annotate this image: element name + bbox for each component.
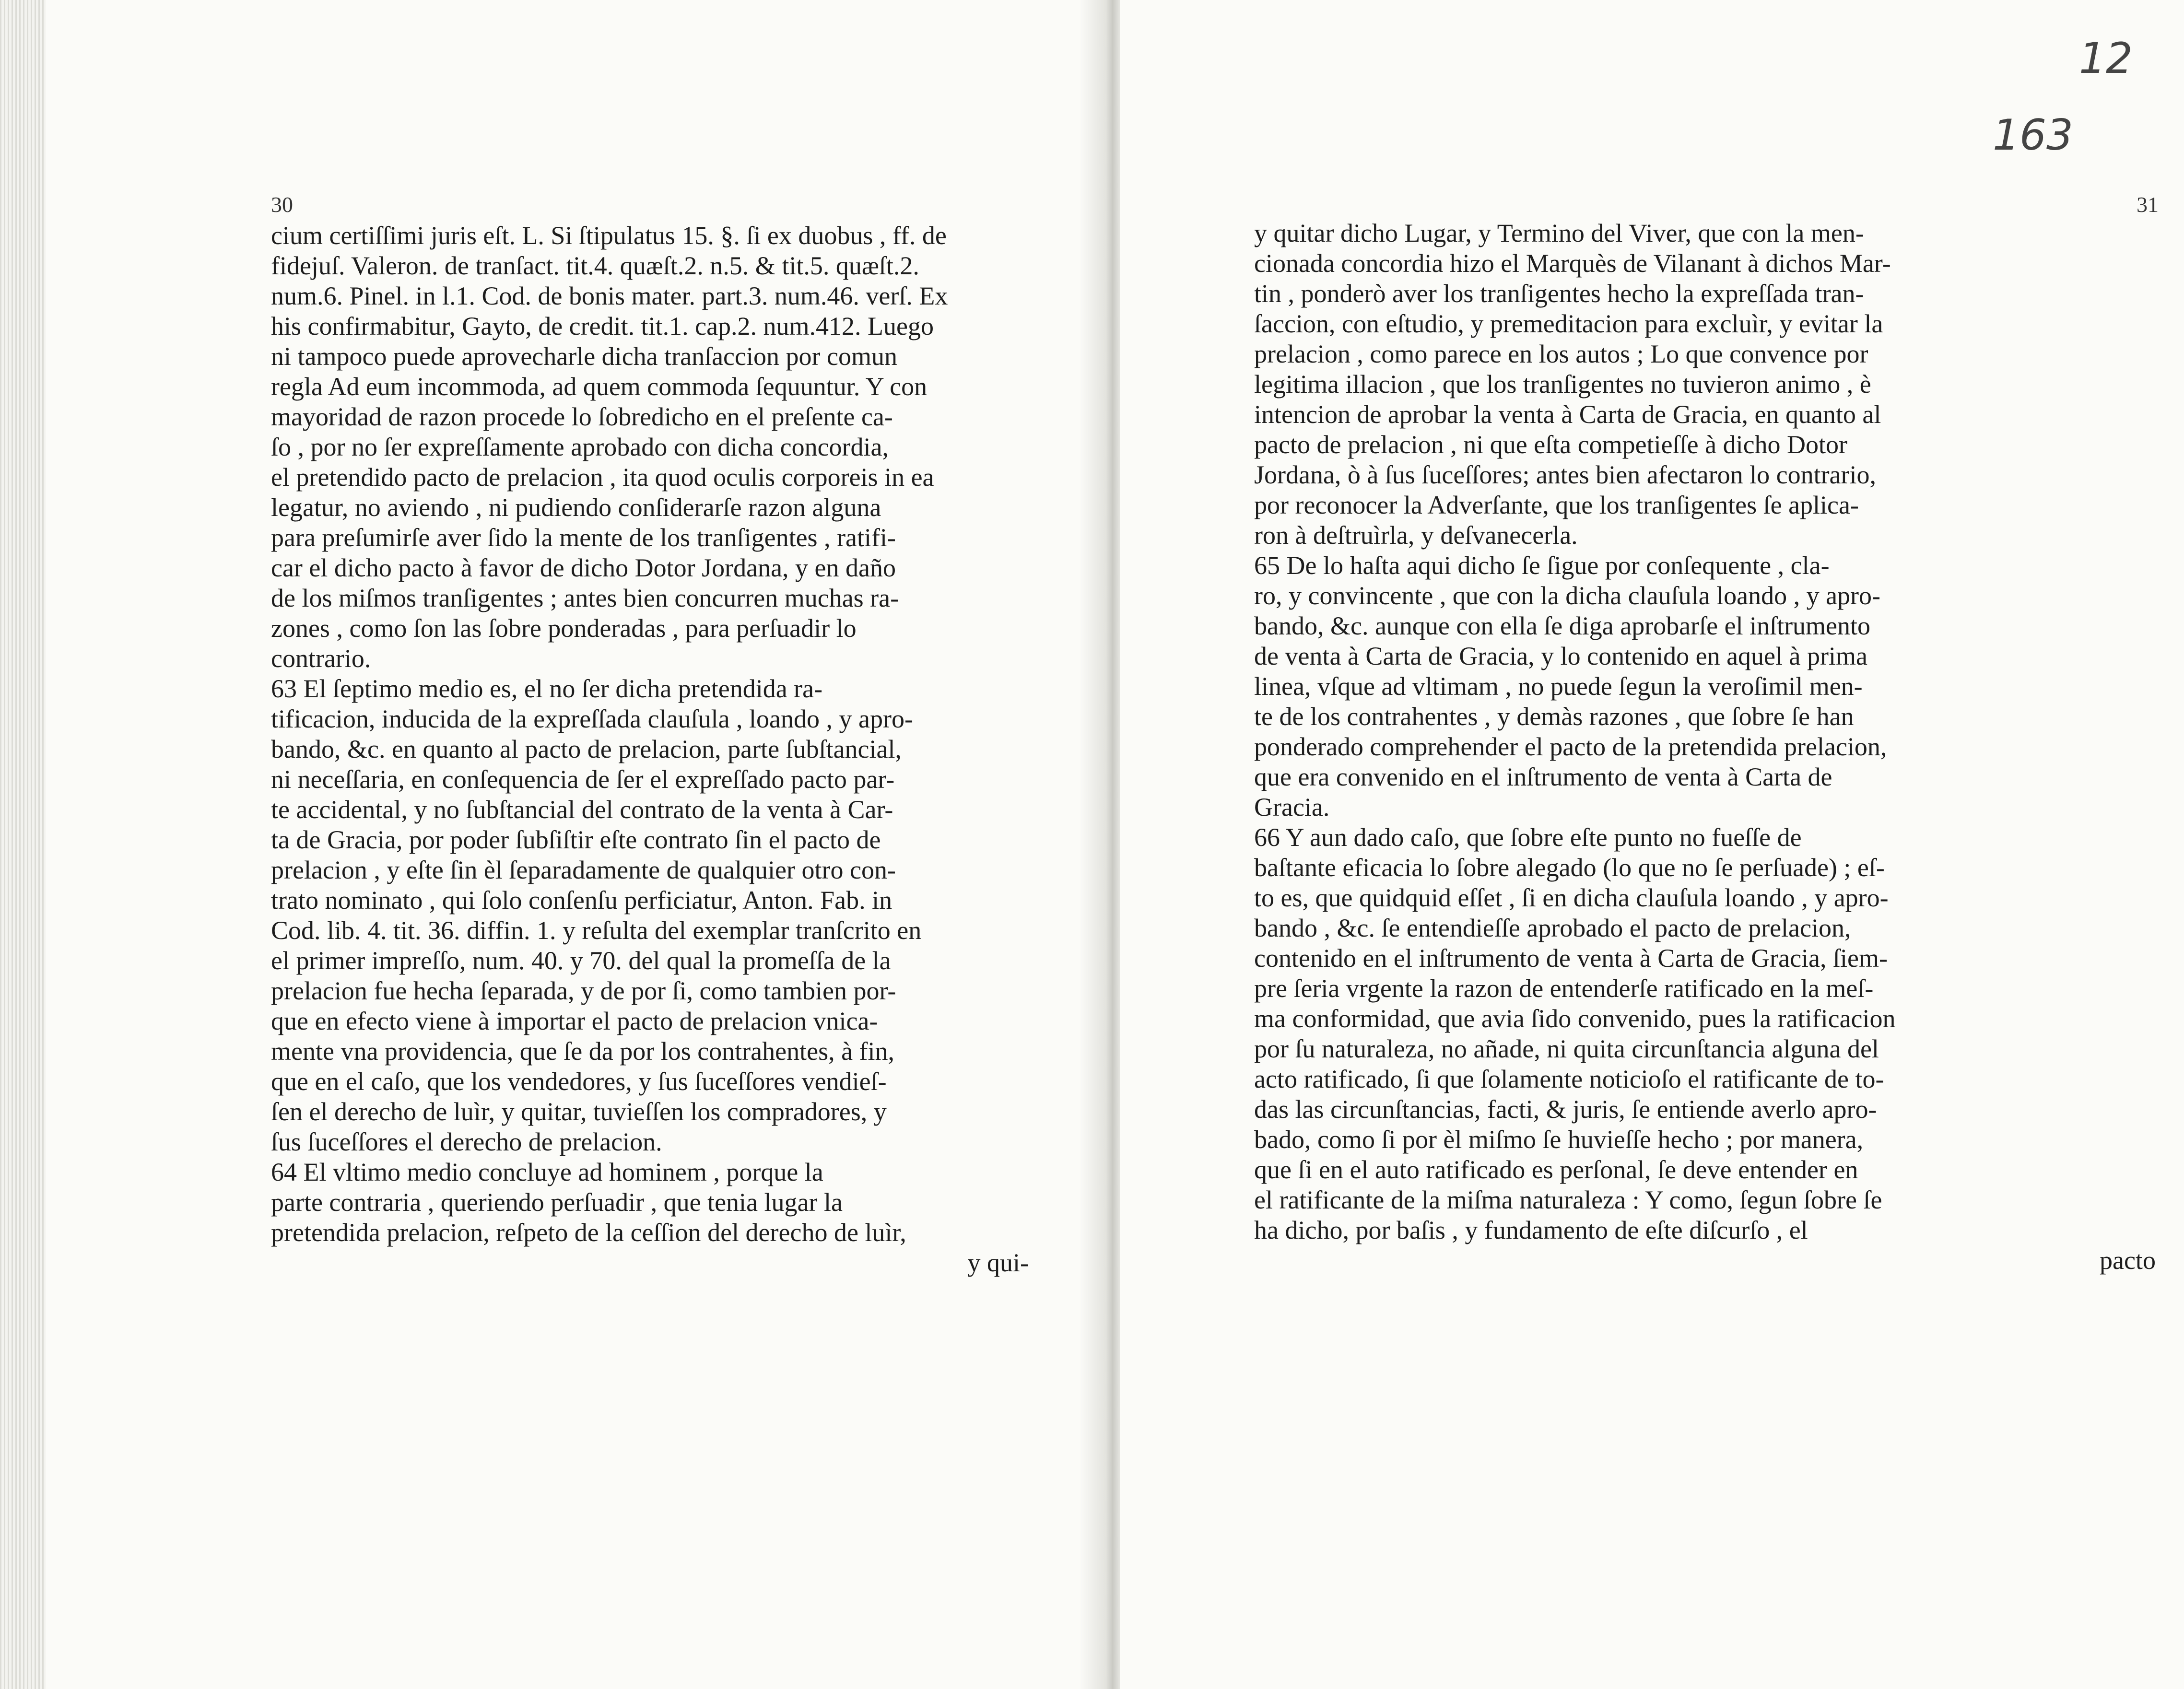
text-line: de los miſmos tranſigentes ; antes bien concurren muchas ra-	[271, 584, 899, 612]
text-line: ni tampoco puede aprovecharle dicha tranſaccion por comun	[271, 342, 897, 371]
text-line: ſus ſuceſſores el derecho de prelacion.	[271, 1127, 662, 1156]
text-line: legitima illacion , que los tranſigentes no tuvieron animo , è	[1254, 370, 1871, 399]
text-line: por reconocer la Adverſante, que los tranſigentes ſe aplica-	[1254, 491, 1859, 519]
text-line: que ſi en el auto ratificado es perſonal, ſe deve entender en	[1254, 1155, 1858, 1184]
text-line: bando , &c. ſe entendieſſe aprobado el pacto de prelacion,	[1254, 914, 1851, 942]
text-line: el primer impreſſo, num. 40. y 70. del qual la promeſſa de la	[271, 946, 891, 975]
right-page	[1120, 0, 2184, 1689]
text-line: acto ratificado, ſi que ſolamente noticioſo el ratificante de to-	[1254, 1065, 1884, 1093]
text-line: das las circunſtancias, facti, & juris, ſe entiende averlo apro-	[1254, 1095, 1877, 1124]
text-line: y quitar dicho Lugar, y Termino del Viver, que con la men-	[1254, 219, 1864, 247]
text-line: fidejuſ. Valeron. de tranſact. tit.4. quæſt.2. n.5. & tit.5. quæſt.2.	[271, 251, 919, 280]
text-line: que era convenido en el inſtrumento de venta à Carta de	[1254, 762, 1832, 791]
text-line: num.6. Pinel. in l.1. Cod. de bonis mater. part.3. num.46. verſ. Ex	[271, 282, 948, 310]
text-line: contrario.	[271, 644, 371, 673]
text-line: 64 El vltimo medio concluye ad hominem , porque la	[271, 1158, 823, 1186]
text-line: que en el caſo, que los vendedores, y ſus ſuceſſores vendieſ-	[271, 1067, 887, 1096]
left-page	[46, 0, 1121, 1689]
text-line: 66 Y aun dado caſo, que ſobre eſte punto no fueſſe de	[1254, 823, 1802, 852]
text-line: prelacion fue hecha ſeparada, y de por ſi, como tambien por-	[271, 976, 896, 1005]
text-line: ma conformidad, que avia ſido convenido, pues la ratificacion	[1254, 1004, 1896, 1033]
text-line: 63 El ſeptimo medio es, el no ſer dicha pretendida ra-	[271, 674, 823, 703]
text-line: pacto de prelacion , ni que eſta competieſſe à dicho Dotor	[1254, 430, 1848, 459]
text-line: legatur, no aviendo , ni pudiendo conſiderarſe razon alguna	[271, 493, 881, 522]
text-line: intencion de aprobar la venta à Carta de Gracia, en quanto al	[1254, 400, 1881, 429]
text-line: car el dicho pacto à favor de dicho Dotor Jordana, y en daño	[271, 553, 896, 582]
text-line: pretendida prelacion, reſpeto de la ceſſion del derecho de luìr,	[271, 1218, 906, 1247]
text-line: ſaccion, con eſtudio, y premeditacion para excluìr, y evitar la	[1254, 309, 1883, 338]
left-page-number: 30	[271, 192, 293, 217]
text-line: ni neceſſaria, en conſequencia de ſer el expreſſado pacto par-	[271, 765, 895, 794]
text-line: ſen el derecho de luìr, y quitar, tuvieſſen los compradores, y	[271, 1097, 887, 1126]
text-line: cionada concordia hizo el Marquès de Vilanant à dichos Mar-	[1254, 249, 1891, 278]
text-line: ro, y convincente , que con la dicha clauſula loando , y apro-	[1254, 581, 1881, 610]
text-line: his confirmabitur, Gayto, de credit. tit.1. cap.2. num.412. Luego	[271, 312, 934, 340]
text-line: linea, vſque ad vltimam , no puede ſegun la veroſimil men-	[1254, 672, 1863, 701]
text-line: pacto	[2100, 1246, 2156, 1275]
text-line: ron à deſtruìrla, y deſvanecerla.	[1254, 521, 1578, 550]
text-line: baſtante eficacia lo ſobre alegado (lo que no ſe perſuade) ; eſ-	[1254, 853, 1885, 882]
text-line: el pretendido pacto de prelacion , ita quod oculis corporeis in ea	[271, 463, 934, 492]
text-line: mayoridad de razon procede lo ſobredicho en el preſente ca-	[271, 402, 893, 431]
text-line: de venta à Carta de Gracia, y lo contenido en aquel à prima	[1254, 642, 1867, 670]
text-line: ponderado comprehender el pacto de la pretendida prelacion,	[1254, 732, 1887, 761]
text-line: el ratificante de la miſma naturaleza : Y como, ſegun ſobre ſe	[1254, 1185, 1882, 1214]
page-edges	[0, 0, 53, 1689]
text-line: prelacion , y eſte ſin èl ſeparadamente de qualquier otro con-	[271, 856, 896, 884]
text-line: mente vna providencia, que ſe da por los contrahentes, à fin,	[271, 1037, 895, 1066]
text-line: tificacion, inducida de la expreſſada clauſula , loando , y apro-	[271, 704, 913, 733]
text-line: bado, como ſi por èl miſmo ſe huvieſſe hecho ; por manera,	[1254, 1125, 1864, 1154]
text-line: que en efecto viene à importar el pacto de prelacion vnica-	[271, 1007, 878, 1035]
text-line: prelacion , como parece en los autos ; Lo que convence por	[1254, 340, 1868, 368]
text-line: regla Ad eum incommoda, ad quem commoda ſequuntur. Y con	[271, 372, 928, 401]
folio-number-top: 12	[2079, 34, 2133, 83]
left-page-text	[271, 221, 1029, 1278]
text-line: bando, &c. aunque con ella ſe diga aprobarſe el inſtrumento	[1254, 611, 1871, 640]
text-line: te de los contrahentes , y demàs razones , que ſobre ſe han	[1254, 702, 1854, 731]
right-page-text	[1254, 218, 2156, 1276]
text-line: zones , como ſon las ſobre ponderadas , para perſuadir lo	[271, 614, 857, 643]
text-line: ha dicho, por baſis , y fundamento de eſte diſcurſo , el	[1254, 1216, 1808, 1244]
text-line: Cod. lib. 4. tit. 36. diffin. 1. y reſulta del exemplar tranſcrito en	[271, 916, 922, 945]
folio-number-handwritten: 163	[1993, 110, 2073, 160]
text-line: ta de Gracia, por poder ſubſiſtir eſte contrato ſin el pacto de	[271, 825, 881, 854]
text-line: por ſu naturaleza, no añade, ni quita circunſtancia alguna del	[1254, 1034, 1879, 1063]
text-line: Jordana, ò à ſus ſuceſſores; antes bien afectaron lo contrario,	[1254, 460, 1877, 489]
text-line: te accidental, y no ſubſtancial del contrato de la venta à Car-	[271, 795, 893, 824]
text-line: cium certiſſimi juris eſt. L. Si ſtipulatus 15. §. ſi ex duobus , ff. de	[271, 221, 947, 250]
text-line: bando, &c. en quanto al pacto de prelacion, parte ſubſtancial,	[271, 735, 902, 763]
text-line: para preſumirſe aver ſido la mente de los tranſigentes , ratifi-	[271, 523, 896, 552]
text-line: contenido en el inſtrumento de venta à Carta de Gracia, ſiem-	[1254, 944, 1888, 973]
right-page-number: 31	[2137, 192, 2159, 217]
text-line: ſo , por no ſer expreſſamente aprobado con dicha concordia,	[271, 433, 889, 461]
text-line: parte contraria , queriendo perſuadir , que tenia lugar la	[271, 1188, 843, 1217]
text-line: 65 De lo haſta aqui dicho ſe ſigue por conſequente , cla-	[1254, 551, 1830, 580]
text-line: Gracia.	[1254, 793, 1330, 821]
text-line: y qui-	[967, 1248, 1029, 1277]
text-line: tin , ponderò aver los tranſigentes hecho la expreſſada tran-	[1254, 279, 1864, 308]
text-line: to es, que quidquid eſſet , ſi en dicha clauſula loando , y apro-	[1254, 883, 1889, 912]
text-line: trato nominato , qui ſolo conſenſu perficiatur, Anton. Fab. in	[271, 886, 892, 915]
text-line: pre ſeria vrgente la razon de entenderſe ratificado en la meſ-	[1254, 974, 1874, 1003]
